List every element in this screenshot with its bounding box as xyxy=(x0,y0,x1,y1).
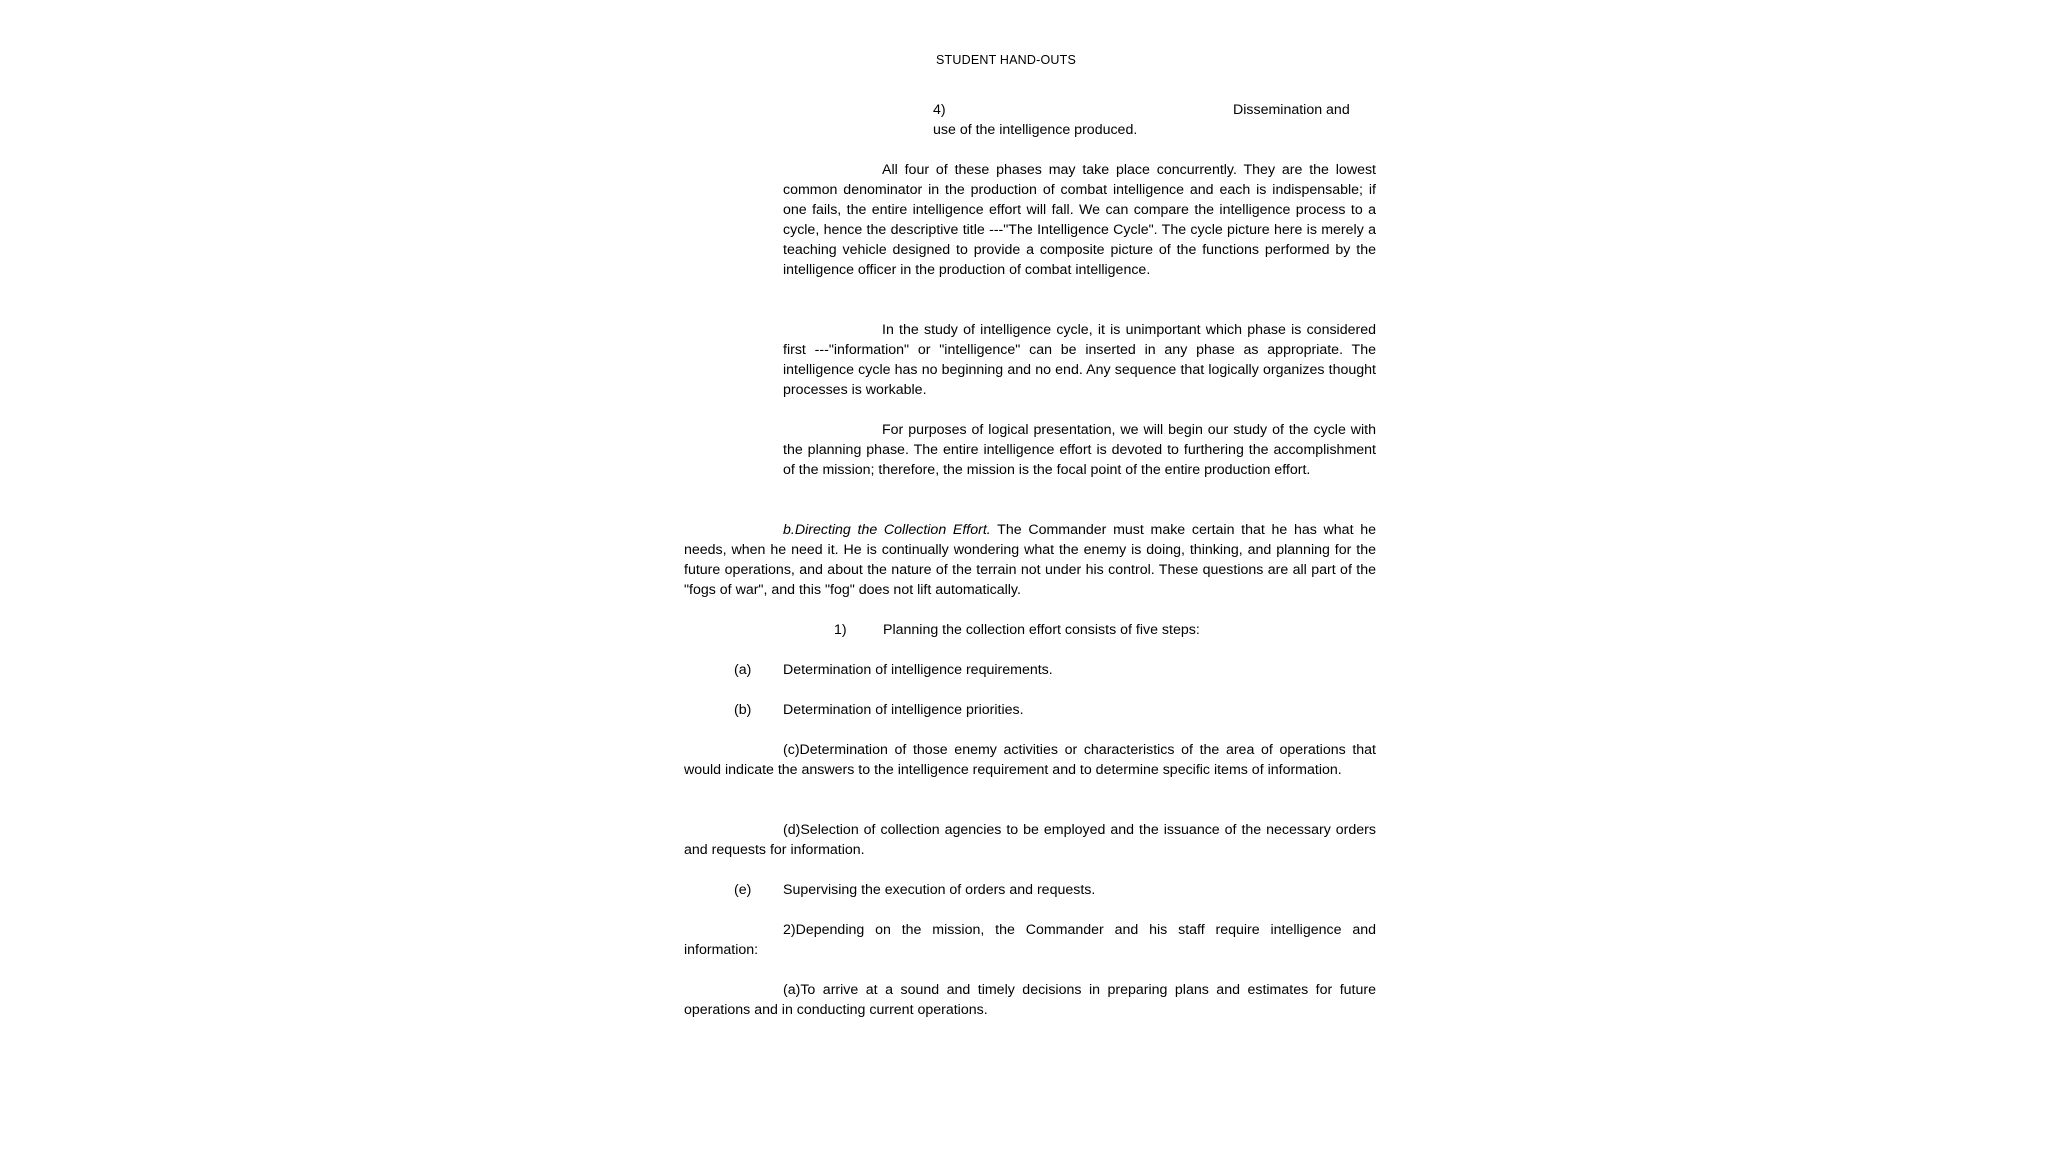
paragraph-logical-presentation xyxy=(783,420,1376,480)
paragraph-phases xyxy=(783,160,1376,280)
step-e-text: Supervising the execution of orders and requests. xyxy=(783,882,1096,898)
page-title: STUDENT HAND-OUTS xyxy=(936,53,1076,67)
paragraph-cycle-study xyxy=(783,320,1376,400)
step-c-text: (c)Determination of those enemy activities or characteristics of the area of operations that would indicate the answers to the intelligence requirement and to determine specific items of information. xyxy=(684,742,1376,778)
step-b-text: Determination of intelligence priorities. xyxy=(783,702,1024,718)
step-a-label: (a) xyxy=(734,662,752,678)
sub-a xyxy=(684,980,1376,1020)
step-d xyxy=(684,820,1376,860)
section-b-heading: b.Directing the Collection Effort. xyxy=(783,522,991,538)
step-c xyxy=(684,740,1376,780)
paragraph-logical-presentation-text: For purposes of logical presentation, we will begin our study of the cycle with the planning phase. The entire intelligence effort is devoted to furthering the accomplishment of the mission; therefore, the mission is the focal point of the entire production effort. xyxy=(783,422,1376,478)
list-1-text: Planning the collection effort consists of five steps: xyxy=(883,622,1200,638)
list-2-text: 2)Depending on the mission, the Commander and his staff require intelligence and information: xyxy=(684,922,1376,958)
section-b-directing-collection xyxy=(684,520,1376,600)
item-4-text-a: Dissemination and xyxy=(1233,102,1350,118)
page-header xyxy=(0,50,2048,70)
item-4-text-b: use of the intelligence produced. xyxy=(933,122,1138,138)
sub-a-text: (a)To arrive at a sound and timely decisions in preparing plans and estimates for future operations and in conducting current operations. xyxy=(684,982,1376,1018)
list-1-number: 1) xyxy=(834,622,847,638)
section-b-text xyxy=(684,520,1376,600)
section-b-body: The Commander must make certain that he has what he needs, when he need it. He is continually wondering what the enemy is doing, thinking, and planning for the future operations, and about the nature of the terrain not under his control. These questions are all part of the "fogs of war", and this "fog" does not lift automatically. xyxy=(684,522,1376,598)
step-b-label: (b) xyxy=(734,702,752,718)
step-e-label: (e) xyxy=(734,882,752,898)
item-4-number: 4) xyxy=(933,102,946,118)
step-d-text: (d)Selection of collection agencies to be employed and the issuance of the necessary orders and requests for information. xyxy=(684,822,1376,858)
paragraph-phases-text: All four of these phases may take place concurrently. They are the lowest common denominator in the production of combat intelligence and each is indispensable; if one fails, the entire intelligence effort will fall. We can compare the intelligence process to a cycle, hence the descriptive title ---"The Intelligence Cycle". The cycle picture here is merely a teaching vehicle designed to provide a composite picture of the functions performed by the intelligence officer in the production of combat intelligence. xyxy=(783,162,1376,278)
list-2 xyxy=(684,920,1376,960)
paragraph-cycle-study-text: In the study of intelligence cycle, it is unimportant which phase is considered first ---"information" or "intelligence" can be inserted in any phase as appropriate. The intelligence cycle has no beginning and no end. Any sequence that logically organizes thought processes is workable. xyxy=(783,322,1376,398)
step-a-text: Determination of intelligence requirements. xyxy=(783,662,1053,678)
